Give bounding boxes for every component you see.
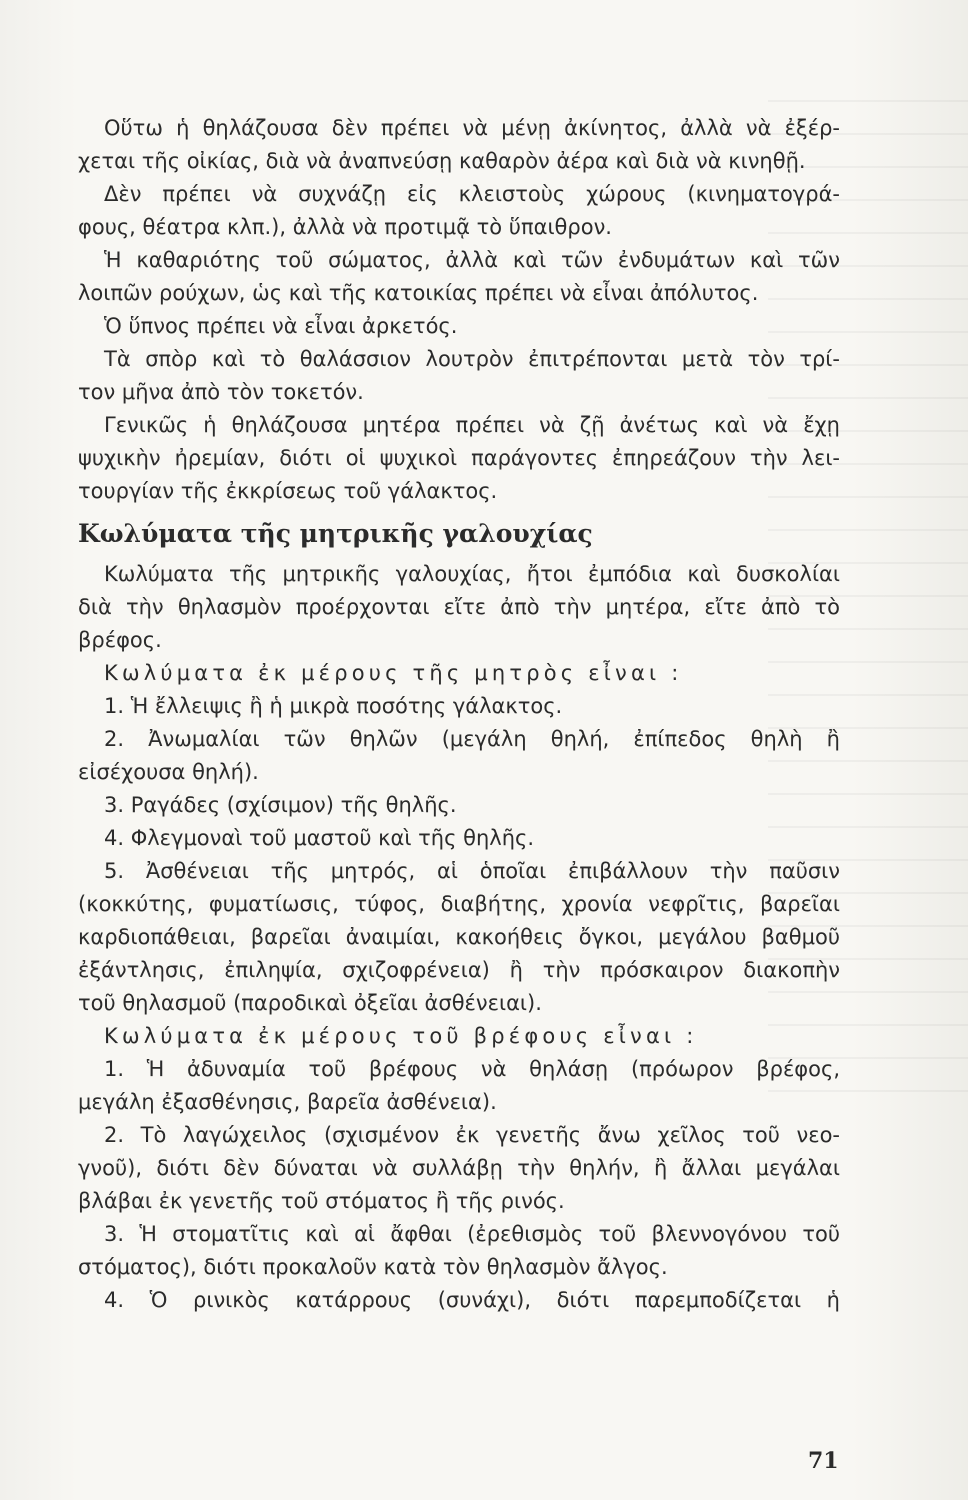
text-line: Οὕτω ἡ θηλάζουσα δὲν πρέπει νὰ μένῃ ἀκίνητος, ἀλλὰ νὰ ἐξέρ- [104, 116, 840, 140]
page-body-text [78, 112, 840, 1317]
text-line: 3. Ἡ στοματῖτις καὶ αἱ ἄφθαι (ἐρεθισμὸς τοῦ βλεννογόνου τοῦ [104, 1222, 840, 1246]
text-line: Ὁ ὕπνος πρέπει νὰ εἶναι ἀρκετός. [104, 314, 458, 338]
text-line: 2. Ἀνωμαλίαι τῶν θηλῶν (μεγάλη θηλή, ἐπίπεδος θηλὴ ἢ [104, 727, 840, 751]
section-heading: Κωλύματα τῆς μητρικῆς γαλουχίας [78, 519, 593, 548]
text-line: τον μῆνα ἀπὸ τὸν τοκετόν. [78, 380, 364, 404]
text-line: 1. Ἡ ἔλλειψις ἢ ἡ μικρὰ ποσότης γάλακτος. [104, 694, 563, 718]
text-line: μεγάλη ἐξασθένησις, βαρεῖα ἀσθένεια). [78, 1090, 497, 1114]
text-line: ψυχικὴν ἠρεμίαν, διότι οἱ ψυχικοὶ παράγοντες ἐπηρεάζουν τὴν λει- [78, 446, 840, 470]
text-line: εἰσέχουσα θηλή). [78, 760, 259, 784]
text-line: 1. Ἡ ἀδυναμία τοῦ βρέφους νὰ θηλάσῃ (πρόωρον βρέφος, [104, 1057, 840, 1081]
text-line: 5. Ἀσθένειαι τῆς μητρός, αἱ ὁποῖαι ἐπιβάλλουν τὴν παῦσιν [104, 859, 840, 883]
text-line: (κοκκύτης, φυματίωσις, τύφος, διαβήτης, χρονία νεφρῖτις, βαρεῖαι [78, 892, 840, 916]
text-line: γνοῦ), διότι δὲν δύναται νὰ συλλάβῃ τὴν θηλήν, ἢ ἄλλαι μεγάλαι [78, 1156, 840, 1180]
text-line: Δὲν πρέπει νὰ συχνάζῃ εἰς κλειστοὺς χώρους (κινηματογρά- [104, 182, 840, 206]
text-line: βρέφος. [78, 628, 162, 652]
text-line: τοῦ θηλασμοῦ (παροδικαὶ ὀξεῖαι ἀσθένειαι). [78, 991, 542, 1015]
text-line: στόματος), διότι προκαλοῦν κατὰ τὸν θηλασμὸν ἄλγος. [78, 1255, 668, 1279]
text-line: Κωλύματα ἐκ μέρους τῆς μητρὸς εἶναι : [104, 661, 683, 685]
text-line: Τὰ σπὸρ καὶ τὸ θαλάσσιον λουτρὸν ἐπιτρέπονται μετὰ τὸν τρί- [104, 347, 840, 371]
text-line: καρδιοπάθειαι, βαρεῖαι ἀναιμίαι, κακοήθεις ὄγκοι, μεγάλου βαθμοῦ [78, 925, 840, 949]
text-line: φους, θέατρα κλπ.), ἀλλὰ νὰ προτιμᾷ τὸ ὕπαιθρον. [78, 215, 612, 239]
text-line: 4. Φλεγμοναὶ τοῦ μαστοῦ καὶ τῆς θηλῆς. [104, 826, 535, 850]
text-line: τουργίαν τῆς ἐκκρίσεως τοῦ γάλακτος. [78, 479, 498, 503]
text-line: βλάβαι ἐκ γενετῆς τοῦ στόματος ἢ τῆς ρινός. [78, 1189, 565, 1213]
text-line: λοιπῶν ρούχων, ὡς καὶ τῆς κατοικίας πρέπει νὰ εἶναι ἀπόλυτος. [78, 281, 759, 305]
text-line: Κωλύματα τῆς μητρικῆς γαλουχίας, ἤτοι ἐμπόδια καὶ δυσκολίαι [104, 562, 840, 586]
text-line: 4. Ὁ ρινικὸς κατάρρους (συνάχι), διότι παρεμποδίζεται ἡ [104, 1288, 840, 1312]
text-line: 2. Τὸ λαγώχειλος (σχισμένον ἐκ γενετῆς ἄνω χεῖλος τοῦ νεο- [104, 1123, 840, 1147]
text-line: Γενικῶς ἡ θηλάζουσα μητέρα πρέπει νὰ ζῇ ἀνέτως καὶ νὰ ἔχῃ [104, 413, 840, 437]
text-line: χεται τῆς οἰκίας, διὰ νὰ ἀναπνεύσῃ καθαρὸν ἀέρα καὶ διὰ νὰ κινηθῇ. [78, 149, 806, 173]
text-line: ἐξάντλησις, ἐπιληψία, σχιζοφρένεια) ἢ τὴν πρόσκαιρον διακοπὴν [78, 958, 840, 982]
text-line: 3. Ραγάδες (σχίσιμον) τῆς θηλῆς. [104, 793, 457, 817]
text-line: Κωλύματα ἐκ μέρους τοῦ βρέφους εἶναι : [104, 1024, 698, 1048]
page-number: 71 [808, 1448, 839, 1474]
text-line: διὰ τὴν θηλασμὸν προέρχονται εἴτε ἀπὸ τὴν μητέρα, εἴτε ἀπὸ τὸ [78, 595, 840, 619]
text-line: Ἡ καθαριότης τοῦ σώματος, ἀλλὰ καὶ τῶν ἐνδυμάτων καὶ τῶν [104, 248, 840, 272]
